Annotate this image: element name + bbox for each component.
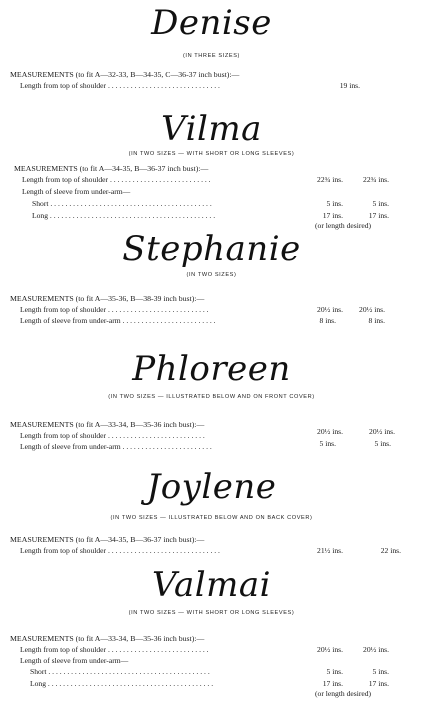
measure-value-size1: 8 ins. bbox=[319, 316, 336, 325]
pattern-subtitle: (IN THREE SIZES) bbox=[182, 53, 241, 59]
measure-value-size1: 17 ins. bbox=[322, 679, 343, 688]
measurements-line: MEASUREMENTS (to fit A—33-34, B—35-36 inch bust):— bbox=[10, 420, 205, 429]
pattern-title: Valmai bbox=[152, 565, 271, 605]
pattern-title: Denise bbox=[151, 3, 272, 43]
measure-value-size2: 5 ins. bbox=[374, 439, 391, 448]
measure-value-size1: 20½ ins. bbox=[317, 305, 343, 314]
measure-value-size1: 20½ ins. bbox=[317, 645, 343, 654]
pattern-subtitle: (IN TWO SIZES — WITH SHORT OR LONG SLEEVES) bbox=[128, 151, 295, 157]
measure-value-size1: 22¾ ins. bbox=[317, 175, 343, 184]
pattern-title: Vilma bbox=[161, 109, 262, 149]
pattern-subtitle: (IN TWO SIZES — ILLUSTRATED BELOW AND ON FRONT COVER) bbox=[108, 394, 315, 400]
measure-value-size1: 5 ins. bbox=[326, 199, 343, 208]
pattern-title: Stephanie bbox=[122, 229, 301, 269]
measure-value-size2: 20½ ins. bbox=[363, 645, 389, 654]
measurements-line: MEASUREMENTS (to fit A—32-33, B—34-35, C—36-37 inch bust):— bbox=[10, 70, 240, 79]
measure-value-size1: 20½ ins. bbox=[317, 427, 343, 436]
pattern-title: Phloreen bbox=[132, 349, 291, 389]
measure-label: Length from top of shoulder . . . . . . . . . . . . . . . . . . . . . . . . . . . . . . bbox=[20, 546, 220, 555]
measure-label: Short . . . . . . . . . . . . . . . . . . . . . . . . . . . . . . . . . . . . . . . . . . . bbox=[30, 667, 210, 676]
measure-value-size2: 20½ ins. bbox=[359, 305, 385, 314]
measurements-line: MEASUREMENTS (to fit A—34-35, B—36-37 inch bust):— bbox=[10, 535, 205, 544]
pattern-subtitle: (IN TWO SIZES) bbox=[186, 272, 237, 278]
measure-value-size1: 21½ ins. bbox=[317, 546, 343, 555]
measure-label: Long . . . . . . . . . . . . . . . . . . . . . . . . . . . . . . . . . . . . . . . . . . . . bbox=[30, 679, 214, 688]
measure-value-size2: 22 ins. bbox=[380, 546, 401, 555]
measure-label: Length from top of shoulder . . . . . . . . . . . . . . . . . . . . . . . . . . . bbox=[22, 175, 211, 184]
measure-value-size1: 5 ins. bbox=[319, 439, 336, 448]
measure-value-size2: 5 ins. bbox=[372, 667, 389, 676]
measure-value-size1: 17 ins. bbox=[322, 211, 343, 220]
measurements-line: MEASUREMENTS (to fit A—34-35, B—36-37 inch bust):— bbox=[14, 164, 209, 173]
pattern-subtitle: (IN TWO SIZES — WITH SHORT OR LONG SLEEVES) bbox=[128, 610, 295, 616]
measure-label: Length from top of shoulder . . . . . . . . . . . . . . . . . . . . . . . . . . . . . . bbox=[20, 81, 220, 90]
measure-label: Short . . . . . . . . . . . . . . . . . . . . . . . . . . . . . . . . . . . . . . . . . . . bbox=[32, 199, 212, 208]
measure-label: Long . . . . . . . . . . . . . . . . . . . . . . . . . . . . . . . . . . . . . . . . . . . . bbox=[32, 211, 216, 220]
pattern-subtitle: (IN TWO SIZES — ILLUSTRATED BELOW AND ON BACK COVER) bbox=[110, 515, 313, 521]
pattern-title: Joylene bbox=[146, 467, 277, 507]
measurements-line: MEASUREMENTS (to fit A—33-34, B—35-36 inch bust):— bbox=[10, 634, 205, 643]
length-note: (or length desired) bbox=[315, 689, 372, 698]
measure-label: Length of sleeve from under-arm— bbox=[20, 656, 129, 665]
measure-value-size2: 17 ins. bbox=[368, 211, 389, 220]
measurements-line: MEASUREMENTS (to fit A—35-36, B—38-39 inch bust):— bbox=[10, 294, 205, 303]
measure-value-size2: 17 ins. bbox=[368, 679, 389, 688]
measure-value: 19 ins. bbox=[339, 81, 360, 90]
measure-label: Length of sleeve from under-arm . . . . . . . . . . . . . . . . . . . . . . . . bbox=[20, 442, 212, 451]
length-note: (or length desired) bbox=[315, 221, 372, 230]
measure-label: Length from top of shoulder . . . . . . . . . . . . . . . . . . . . . . . . . . bbox=[20, 431, 205, 440]
measure-label: Length from top of shoulder . . . . . . . . . . . . . . . . . . . . . . . . . . . bbox=[20, 645, 209, 654]
measure-label: Length of sleeve from under-arm . . . . . . . . . . . . . . . . . . . . . . . . . bbox=[20, 316, 216, 325]
measure-value-size2: 5 ins. bbox=[372, 199, 389, 208]
measure-value-size2: 8 ins. bbox=[368, 316, 385, 325]
measure-value-size1: 5 ins. bbox=[326, 667, 343, 676]
measure-label: Length of sleeve from under-arm— bbox=[22, 187, 131, 196]
measure-value-size2: 22¾ ins. bbox=[363, 175, 389, 184]
measure-label: Length from top of shoulder . . . . . . . . . . . . . . . . . . . . . . . . . . . bbox=[20, 305, 209, 314]
measure-value-size2: 20½ ins. bbox=[369, 427, 395, 436]
